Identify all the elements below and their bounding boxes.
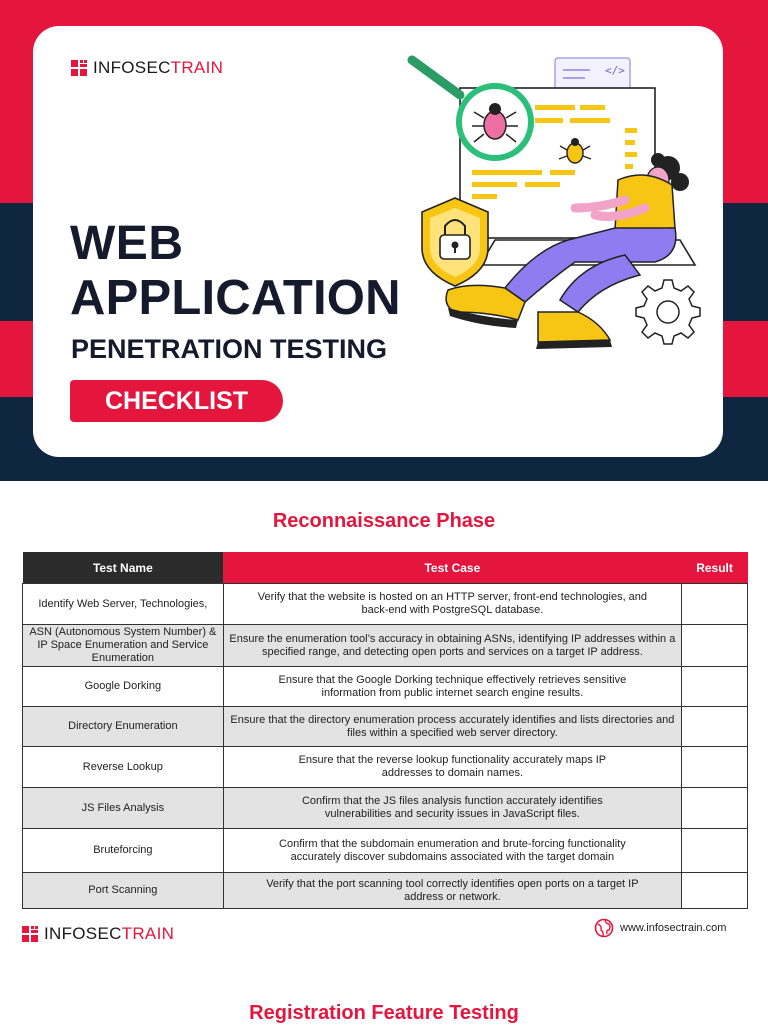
table-row [23,667,748,707]
test-name-cell: Identify Web Server, Technologies, [23,584,224,625]
table-row [23,625,748,667]
test-name-cell: ASN (Autonomous System Number) & IP Space Enumeration and Service Enumeration [23,625,224,667]
result-cell[interactable] [682,625,748,667]
test-case-cell: Ensure the enumeration tool’s accuracy in obtaining ASNs, identifying IP addresses within a specified range, and detecting open ports and services on a target IP address. [223,625,681,667]
magnifier-bug-icon [412,60,531,158]
table-row [23,873,748,909]
padlock-shield-icon [422,198,488,286]
table-row [23,788,748,829]
column-header-result: Result [682,552,748,584]
table-row [23,747,748,788]
test-name-cell: JS Files Analysis [23,788,224,829]
result-cell[interactable] [682,667,748,707]
section-title-reconnaissance: Reconnaissance Phase [272,510,496,532]
result-cell[interactable] [682,584,748,625]
gear-icon [636,280,700,344]
hero-subtitle: PENETRATION TESTING [71,334,388,364]
website-link[interactable] [594,918,726,938]
column-header-test-case: Test Case [223,552,681,584]
test-case-cell: Verify that the website is hosted on an HTTP server, front-end technologies, and back-end with PostgreSQL database. [223,584,681,625]
test-name-cell: Google Dorking [23,667,224,707]
hero-title-line2: APPLICATION [70,271,401,325]
result-cell[interactable] [682,707,748,747]
test-name-cell: Reverse Lookup [23,747,224,788]
test-case-cell: Ensure that the directory enumeration process accurately identifies and lists directories and files within a specified web server directory. [223,707,681,747]
logo-mark-icon [22,926,38,942]
logo-wordmark: INFOSECTRAIN [44,924,175,943]
hero-banner [0,0,768,481]
checklist-badge: CHECKLIST [70,380,283,422]
result-cell[interactable] [682,873,748,909]
test-name-cell: Directory Enumeration [23,707,224,747]
test-name-cell: Port Scanning [23,873,224,909]
table-row [23,584,748,625]
test-case-cell: Ensure that the reverse lookup functionality accurately maps IP addresses to domain names. [223,747,681,788]
test-case-cell: Confirm that the subdomain enumeration and brute-forcing functionality accurately discover subdomains associated with the target domain [223,829,681,873]
brand-logo[interactable] [71,58,223,78]
reconnaissance-table [22,552,748,909]
footer-brand-logo[interactable] [22,924,174,944]
section-title-registration: Registration Feature Testing [249,1002,519,1024]
test-name-cell: Bruteforcing [23,829,224,873]
result-cell[interactable] [682,788,748,829]
table-row [23,829,748,873]
table-header-row [23,552,748,584]
website-url: www.infosectrain.com [620,922,727,934]
svg-text:</>: </> [605,64,625,77]
logo-wordmark: INFOSECTRAIN [93,58,224,77]
logo-mark-icon [71,60,87,76]
table-row [23,707,748,747]
test-case-cell: Verify that the port scanning tool correctly identifies open ports on a target IP address or network. [223,873,681,909]
globe-icon [594,918,614,938]
test-case-cell: Ensure that the Google Dorking technique effectively retrieves sensitive information from public internet search engine results. [223,667,681,707]
result-cell[interactable] [682,829,748,873]
hero-illustration [400,50,715,360]
result-cell[interactable] [682,747,748,788]
column-header-test-name: Test Name [23,552,224,584]
hero-title-line1: WEB [70,217,184,270]
test-case-cell: Confirm that the JS files analysis function accurately identifies vulnerabilities and security issues in JavaScript files. [223,788,681,829]
